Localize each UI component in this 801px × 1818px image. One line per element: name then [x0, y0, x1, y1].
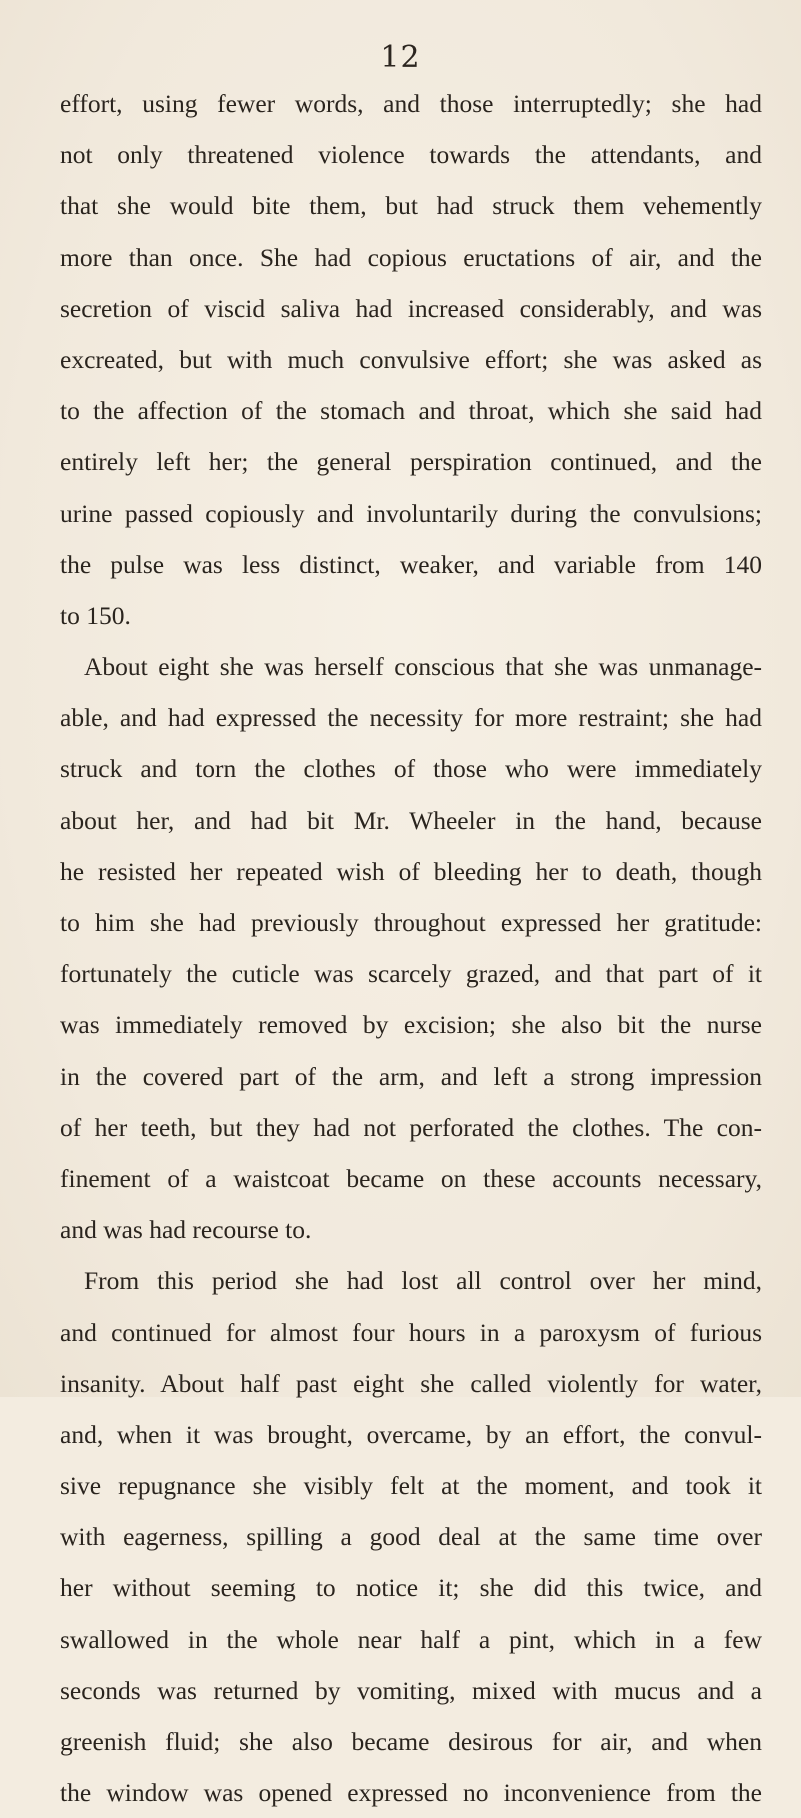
- text-line: entirely left her; the general perspiration continued, and the: [60, 447, 762, 477]
- text-line: able, and had expressed the necessity for more restraint; she had: [60, 703, 762, 733]
- paragraph-start-line: From this period she had lost all control over her mind,: [84, 1266, 762, 1296]
- text-line: in the covered part of the arm, and left a strong impression: [60, 1061, 762, 1091]
- text-line: the window was opened expressed no inconvenience from the: [60, 1778, 762, 1808]
- text-line: seconds was returned by vomiting, mixed with mucus and a: [60, 1675, 762, 1705]
- body-text: [60, 78, 762, 1818]
- text-line: sive repugnance she visibly felt at the moment, and took it: [60, 1471, 762, 1501]
- text-line: more than once. She had copious eructations of air, and the: [60, 242, 762, 272]
- text-line: and, when it was brought, overcame, by an effort, the convul-: [60, 1419, 762, 1449]
- text-line: to him she had previously throughout expressed her gratitude:: [60, 908, 762, 937]
- text-line: to the affection of the stomach and throat, which she said had: [60, 396, 762, 426]
- text-line: he resisted her repeated wish of bleeding her to death, though: [60, 856, 762, 886]
- text-line: that she would bite them, but had struck them vehemently: [60, 191, 762, 221]
- text-line: struck and torn the clothes of those who were immediately: [60, 754, 762, 784]
- text-line: finement of a waistcoat became on these accounts necessary,: [60, 1163, 762, 1193]
- text-line: urine passed copiously and involuntarily during the convulsions;: [60, 498, 762, 528]
- text-line: not only threatened violence towards the attendants, and: [60, 140, 762, 170]
- text-line: her without seeming to notice it; she did this twice, and: [60, 1573, 762, 1603]
- text-line: fortunately the cuticle was scarcely grazed, and that part of it: [60, 959, 762, 989]
- text-line: secretion of viscid saliva had increased considerably, and was: [60, 293, 762, 323]
- text-line: greenish fluid; she also became desirous for air, and when: [60, 1727, 762, 1756]
- text-line: excreated, but with much convulsive effort; she was asked as: [60, 344, 762, 374]
- text-line: insanity. About half past eight she called violently for water,: [60, 1368, 762, 1398]
- paragraph-end-line: to 150.: [60, 600, 131, 630]
- text-line: about her, and had bit Mr. Wheeler in the hand, because: [60, 805, 762, 835]
- text-line: of her teeth, but they had not perforated the clothes. The con-: [60, 1112, 762, 1142]
- paragraph-start-line: About eight she was herself conscious that she was unmanage-: [84, 652, 762, 682]
- paragraph-end-line: and was had recourse to.: [60, 1215, 312, 1245]
- text-line: the pulse was less distinct, weaker, and variable from 140: [60, 549, 762, 579]
- text-line: was immediately removed by excision; she also bit the nurse: [60, 1010, 762, 1040]
- page-number: 12: [380, 40, 421, 75]
- text-line: swallowed in the whole near half a pint, which in a few: [60, 1624, 762, 1654]
- text-line: effort, using fewer words, and those interruptedly; she had: [60, 89, 762, 118]
- text-line: and continued for almost four hours in a paroxysm of furious: [60, 1317, 762, 1347]
- text-line: with eagerness, spilling a good deal at the same time over: [60, 1522, 762, 1552]
